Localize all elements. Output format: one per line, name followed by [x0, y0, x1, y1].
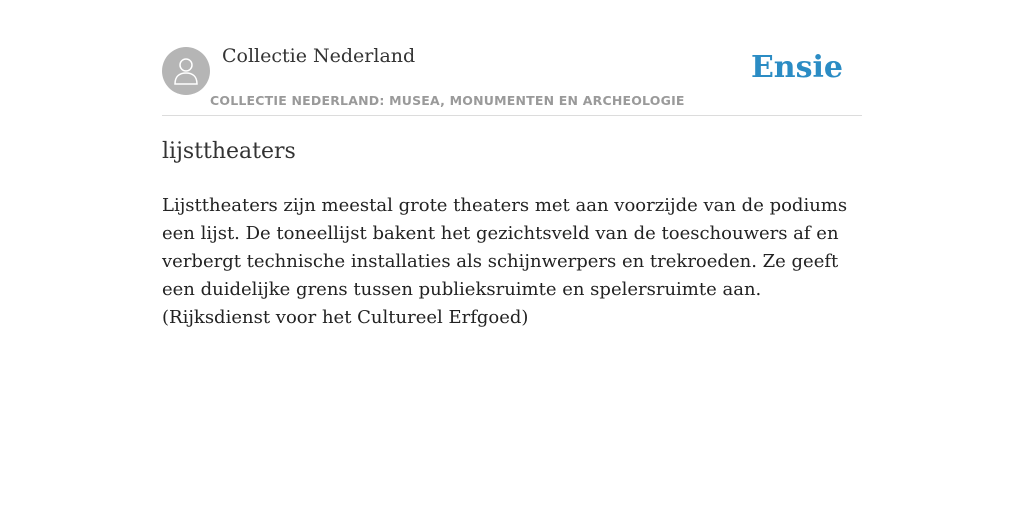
avatar[interactable] [162, 47, 210, 95]
entry-card [162, 0, 862, 328]
entry-header [162, 0, 862, 116]
entry-title: lijsttheaters [162, 139, 296, 164]
user-silhouette-icon [174, 57, 198, 85]
author-name[interactable]: Collectie Nederland [222, 45, 416, 67]
entry-description: Lijsttheaters zijn meestal grote theaters met aan voorzijde van de podiums een lijst. De toneellijst bakent het gezichtsveld van de toeschouwers af en verbergt technische installaties als schijnwerpers en trekroeden. Ze geeft een duidelijke grens tussen publieksruimte en spelersruimte aan. (Rijksdienst voor het Cultureel Erfgoed) [162, 195, 848, 328]
brand-logo[interactable]: Ensie [750, 50, 843, 85]
collection-label[interactable]: COLLECTIE NEDERLAND: MUSEA, MONUMENTEN EN ARCHEOLOGIE [210, 93, 685, 108]
